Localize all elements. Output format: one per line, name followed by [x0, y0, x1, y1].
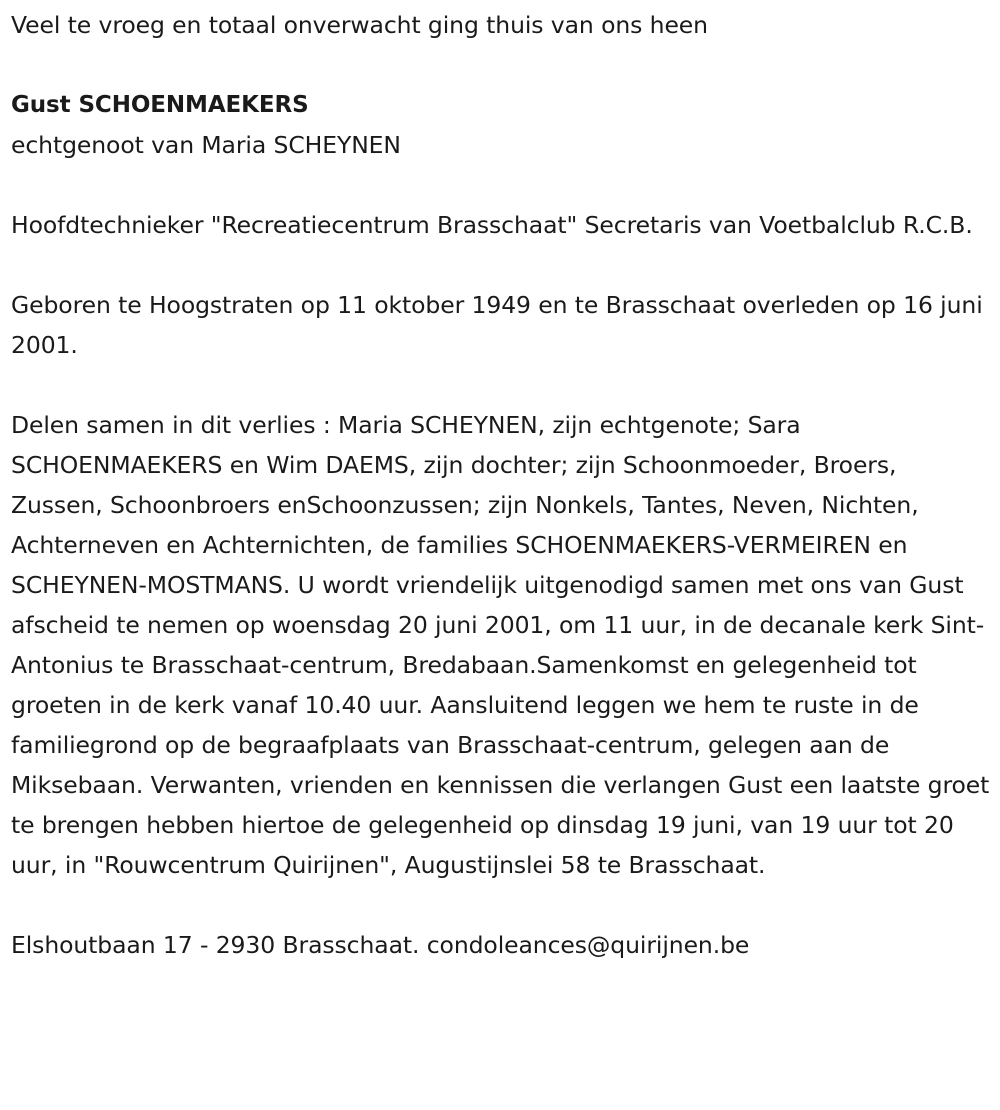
intro-line: Veel te vroeg en totaal onverwacht ging thuis van ons heen [11, 11, 708, 39]
family-and-funeral-paragraph: Delen samen in dit verlies : Maria SCHEYNEN, zijn echtgenote; Sara SCHOENMAEKERS en Wim DAEMS, zijn dochter; zijn Schoonmoeder, Broers, Zussen, Schoonbroers enSchoonzussen; zijn Nonkels, Tantes, Neven, Nichten, Achterneven en Achternichten, de families SCHOENMAEKERS-VERMEIREN en SCHEYNEN-MOSTMANS. U wordt vriendelijk uitgenodigd samen met ons van Gust afscheid te nemen op woensdag 20 juni 2001, om 11 uur, in de decanale kerk Sint-Antonius te Brasschaat-centrum, Bredabaan.Samenkomst en gelegenheid tot groeten in de kerk vanaf 10.40 uur. Aansluitend leggen we hem te ruste in de familiegrond op de begraafplaats van Brasschaat-centrum, gelegen aan de Miksebaan. Verwanten, vrienden en kennissen die verlangen Gust een laatste groet te brengen hebben hiertoe de gelegenheid op dinsdag 19 juni, van 19 uur tot 20 uur, in "Rouwcentrum Quirijnen", Augustijnslei 58 te Brasschaat. [11, 411, 990, 879]
contact-address: Elshoutbaan 17 - 2930 Brasschaat. condoleances@quirijnen.be [11, 931, 750, 959]
obituary-notice [11, 5, 993, 965]
occupation-paragraph: Hoofdtechnieker "Recreatiecentrum Brasschaat" Secretaris van Voetbalclub R.C.B. [11, 211, 973, 239]
spouse-line: echtgenoot van Maria SCHEYNEN [11, 131, 401, 159]
deceased-name: Gust SCHOENMAEKERS [11, 92, 309, 118]
birth-death-paragraph: Geboren te Hoogstraten op 11 oktober 1949 en te Brasschaat overleden op 16 juni 2001. [11, 291, 983, 359]
